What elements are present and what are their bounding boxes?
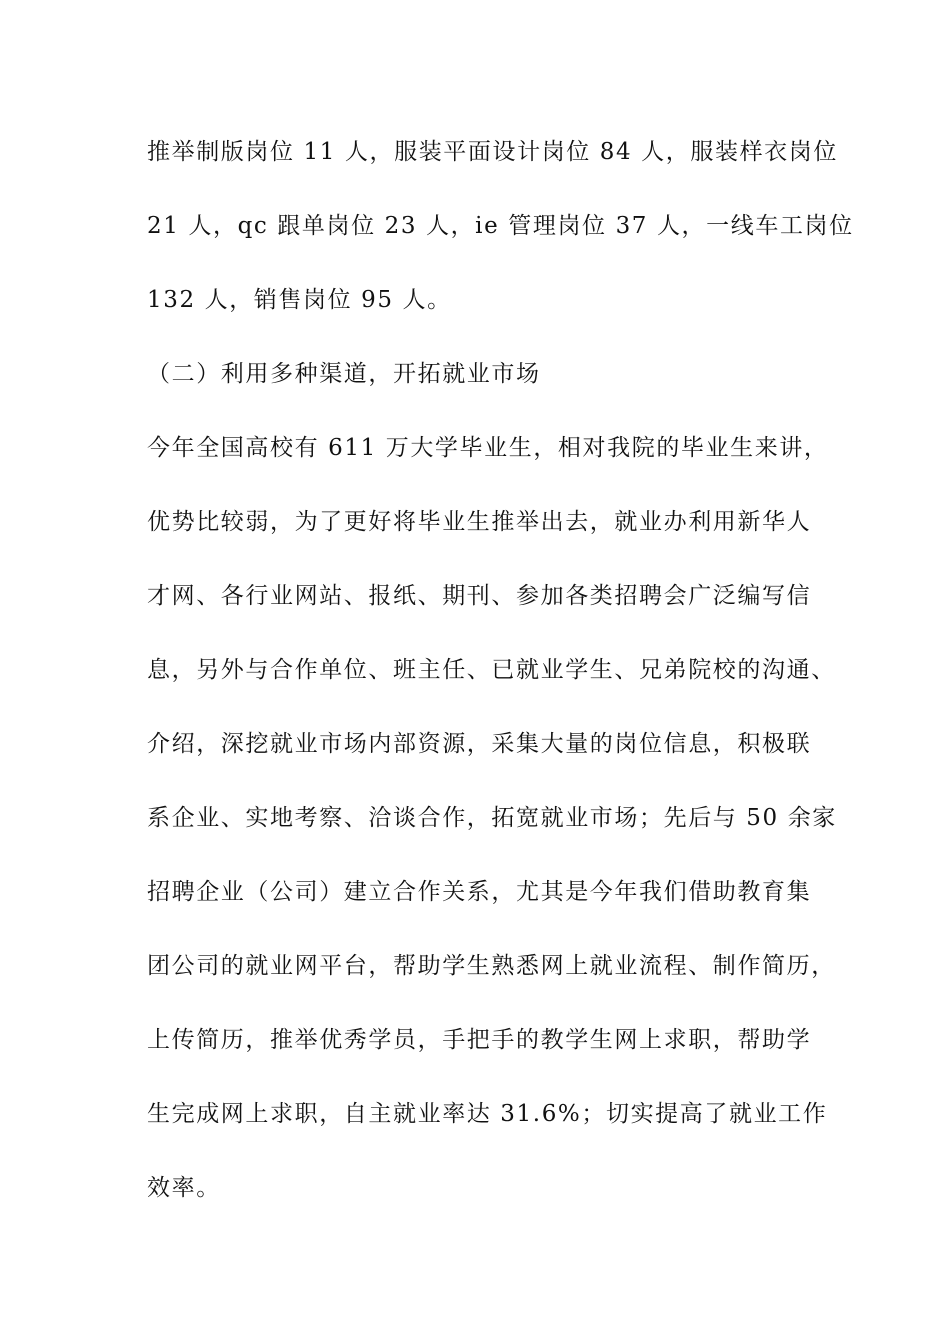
text-line: 优势比较弱，为了更好将毕业生推举出去，就业办利用新华人: [147, 509, 812, 535]
text-line: 团公司的就业网平台，帮助学生熟悉网上就业流程、制作简历，: [147, 953, 836, 979]
text-line: 息，另外与合作单位、班主任、已就业学生、兄弟院校的沟通、: [147, 657, 836, 683]
text-line: 系企业、实地考察、洽谈合作，拓宽就业市场；先后与 50 余家: [147, 805, 837, 831]
text-line: 今年全国高校有 611 万大学毕业生，相对我院的毕业生来讲，: [147, 435, 829, 461]
text-line: 效率。: [147, 1175, 221, 1201]
text-line: 上传简历，推举优秀学员，手把手的教学生网上求职，帮助学: [147, 1027, 812, 1053]
text-line: 推举制版岗位 11 人，服装平面设计岗位 84 人，服装样衣岗位: [147, 139, 838, 165]
text-line: 招聘企业（公司）建立合作关系，尤其是今年我们借助教育集: [147, 879, 812, 905]
text-line: 才网、各行业网站、报纸、期刊、参加各类招聘会广泛编写信: [147, 583, 812, 609]
section-heading: （二）利用多种渠道，开拓就业市场: [147, 361, 541, 387]
text-line: 21 人，qc 跟单岗位 23 人，ie 管理岗位 37 人，一线车工岗位: [147, 213, 854, 239]
text-line: 生完成网上求职，自主就业率达 31.6%；切实提高了就业工作: [147, 1101, 828, 1127]
text-line: 132 人，销售岗位 95 人。: [147, 287, 452, 313]
text-line: 介绍，深挖就业市场内部资源，采集大量的岗位信息，积极联: [147, 731, 812, 757]
